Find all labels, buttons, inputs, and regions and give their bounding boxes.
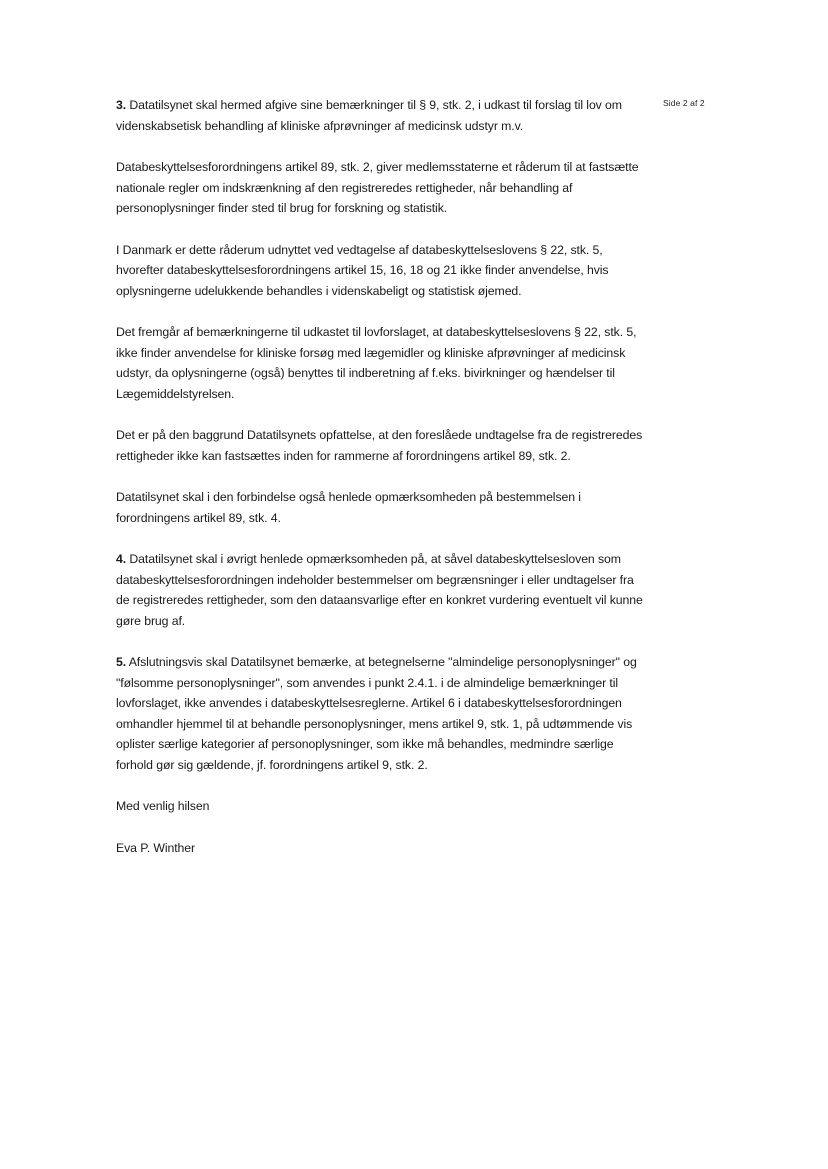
paragraph-section-3: [116, 95, 644, 136]
paragraph: [116, 157, 644, 219]
closing-salutation: Med venlig hilsen: [116, 799, 210, 813]
paragraph-text: Datatilsynet skal i øvrigt henlede opmærksomheden på, at såvel databeskyttelsesloven som databeskyttelsesforordningen indeholder bestemmelser om begrænsninger i eller undtagelser fra de registreredes rettigheder, som den dataansvarlige efter en konkret vurdering eventuelt vil kunne gøre brug af.: [116, 552, 643, 628]
paragraph-section-4: [116, 549, 644, 631]
section-number: 3.: [116, 98, 127, 112]
paragraph-section-5: [116, 652, 644, 775]
paragraph-text: Datatilsynet skal hermed afgive sine bemærkninger til § 9, stk. 2, i udkast til forslag til lov om videnskabsetisk behandling af kliniske afprøvninger af medicinsk udstyr m.v.: [116, 98, 622, 133]
paragraph-text: Afslutningsvis skal Datatilsynet bemærke, at betegnelserne "almindelige personoplysninger" og "følsomme personoplysninger", som anvendes i punkt 2.4.1. i de almindelige bemærkninger til lovforslaget, ikke anvendes i databeskyttelsesreglerne. Artikel 6 i databeskyttelsesforordningen omhandler hjemmel til at behandle personoplysninger, mens artikel 9, stk. 1, på udtømmende vis oplister særlige kategorier af personoplysninger, som ikke må behandles, medmindre særlige forhold gør sig gældende, jf. forordningens artikel 9, stk. 2.: [116, 655, 637, 772]
paragraph-text: Databeskyttelsesforordningens artikel 89, stk. 2, giver medlemsstaterne et råderum til at fastsætte nationale regler om indskrænkning af den registreredes rettigheder, når behandling af personoplysninger finder sted til brug for forskning og statistik.: [116, 160, 639, 215]
paragraph: [116, 425, 644, 466]
paragraph-text: I Danmark er dette råderum udnyttet ved vedtagelse af databeskyttelseslovens § 22, stk. 5, hvorefter databeskyttelsesforordningens artikel 15, 16, 18 og 21 ikke finder anvendelse, hvis oplysningerne udelukkende behandles i videnskabeligt og statistisk øjemed.: [116, 242, 609, 298]
letter-body: [116, 95, 644, 879]
paragraph: [116, 487, 644, 528]
paragraph-text: Datatilsynet skal i den forbindelse også henlede opmærksomheden på bestemmelsen i forordningens artikel 89, stk. 4.: [116, 490, 581, 525]
paragraph: [116, 322, 644, 404]
page-number: Side 2 af 2: [663, 98, 705, 108]
section-number: 5.: [116, 655, 127, 669]
paragraph-text: Det fremgår af bemærkningerne til udkastet til lovforslaget, at databeskyttelseslovens § 22, stk. 5, ikke finder anvendelse for kliniske forsøg med lægemidler og kliniske afprøvninger af medicinsk udstyr, da oplysningerne (også) benyttes til indberetning af f.eks. bivirkninger og hændelser til Lægemiddelstyrelsen.: [116, 325, 637, 401]
section-number: 4.: [116, 552, 127, 566]
signature-name: Eva P. Winther: [116, 840, 196, 855]
paragraph: [116, 240, 644, 302]
paragraph-text: Det er på den baggrund Datatilsynets opfattelse, at den foreslåede undtagelse fra de registreredes rettigheder ikke kan fastsættes inden for rammerne af forordningens artikel 89, stk. 2.: [116, 428, 643, 463]
